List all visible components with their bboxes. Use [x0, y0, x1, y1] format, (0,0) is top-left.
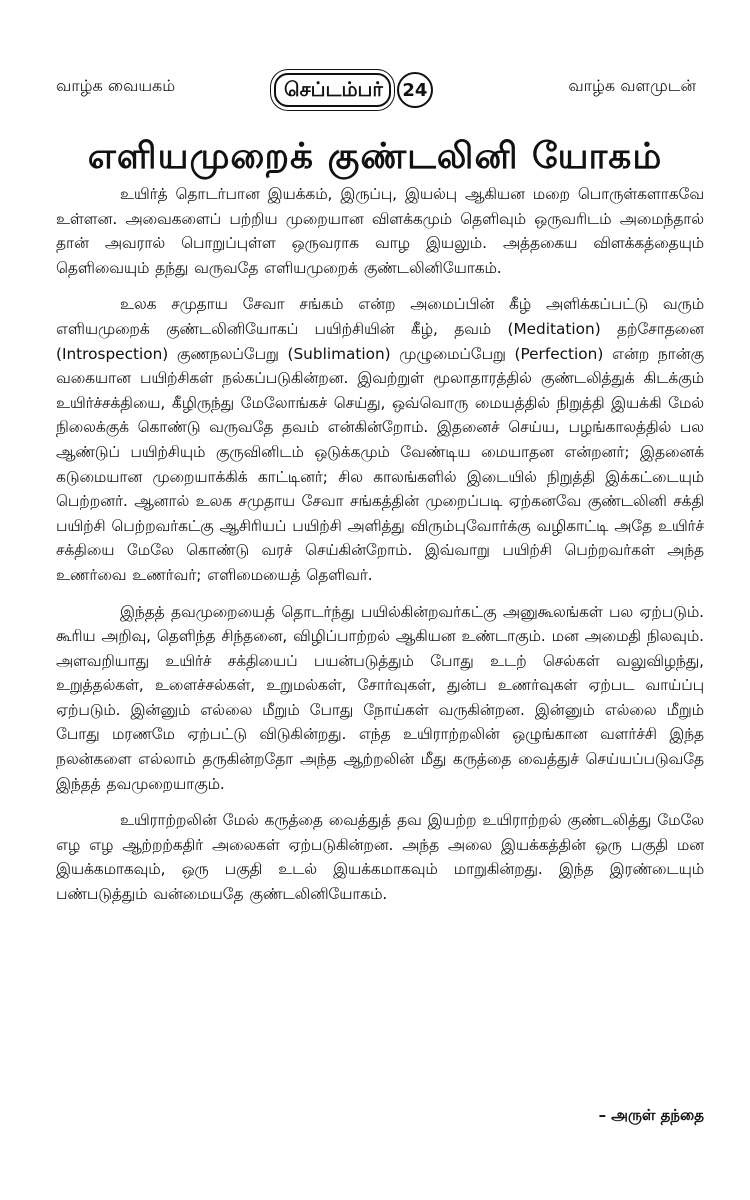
header-right-greeting: வாழ்க வளமுடன் [568, 76, 696, 95]
article-body [56, 182, 704, 919]
author-signature: – அருள் தந்தை [598, 1106, 704, 1124]
paragraph-4: உயிராற்றலின் மேல் கருத்தை வைத்துத் தவ இயற்ற உயிராற்றல் குண்டலித்து மேலே எழ எழ ஆற்றற்கதிர் அலைகள் ஏற்படுகின்றன. அந்த அலை இயக்கத்தின் ஒரு பகுதி மன இயக்கமாகவும், ஒரு பகுதி உடல் இயக்கமாகவும் மாறுகின்றது. இந்த இரண்டையும் பண்படுத்தும் வன்மையதே குண்டலினியோகம். [56, 811, 704, 904]
date-badge [274, 70, 470, 110]
paragraph-3: இந்தத் தவமுறையைத் தொடர்ந்து பயில்கின்றவர்கட்கு அனுகூலங்கள் பல ஏற்படும். கூரிய அறிவு, தெளிந்த சிந்தனை, விழிப்பாற்றல் ஆகியன உண்டாகும். மன அமைதி நிலவும். அளவறியாது உயிர்ச் சக்தியைப் பயன்படுத்தும் போது உடற் செல்கள் வலுவிழந்து, உறுத்தல்கள், உளைச்சல்கள், உறுமல்கள், சோர்வுகள், துன்ப உணர்வுகள் ஏற்பட வாய்ப்பு ஏற்படும். இன்னும் எல்லை மீறும் போது நோய்கள் வருகின்றன. இன்னும் எல்லை மீறும் போது மரணமே ஏற்பட்டு விடுகின்றது. எந்த உயிராற்றலின் ஒழுங்கான வளர்ச்சி இந்த நலன்களை எல்லாம் தருகின்றதோ அந்த ஆற்றலின் மீது கருத்தை வைத்துச் செய்யப்படுவதே இந்தத் தவமுறையாகும். [56, 602, 704, 793]
paragraph-2: உலக சமுதாய சேவா சங்கம் என்ற அமைப்பின் கீழ் அளிக்கப்பட்டு வரும் எளியமுறைக் குண்டலினியோகப் பயிற்சியின் கீழ், தவம் (Meditation) தற்சோதனை (Introspection) குணநலப்பேறு (Sublimation) முழுமைப்பேறு (Perfection) என்ற நான்கு வகையான பயிற்சிகள் நல்கப்படுகின்றன. இவற்றுள் மூலாதாரத்தில் குண்டலித்துக் கிடக்கும் உயிர்ச்சக்தியை, கீழிருந்து மேலோங்கச் செய்து, ஒவ்வொரு மையத்தில் நிறுத்தி இயக்கி மேல் நிலைக்குக் கொண்டு வருவதே தவம் என்கின்றோம். இதனைச் செய்ய, பழங்காலத்தில் பல ஆண்டுப் பயிற்சியும் குருவினிடம் ஒடுக்கமும் வேண்டிய மையாதன என்றனர்; இதனைக் கடுமையான முறையாக்கிக் காட்டினர்; சில காலங்களில் இடையில் நிறுத்தி இக்கட்டையும் பெற்றனர். ஆனால் உலக சமுதாய சேவா சங்கத்தின் முறைப்படி ஏற்கனவே குண்டலினி சக்தி பயிற்சி பெற்றவர்கட்கு ஆசிரியப் பயிற்சி அளித்து விரும்புவோர்க்கு வழிகாட்டி அதே உயிர்ச் சக்தியை மேலே கொண்டு வரச் செய்கின்றோம். இவ்வாறு பயிற்சி பெற்றவர்கள் அந்த உணர்வை உணர்வர்; எளிமையைத் தெளிவர். [56, 295, 704, 584]
day-number: 24 [397, 72, 433, 108]
header-left-greeting: வாழ்க வையகம் [56, 76, 176, 95]
article-title: எளியமுறைக் குண்டலினி யோகம் [87, 136, 663, 177]
month-label: செப்டம்பர் [274, 73, 391, 107]
page-header [56, 70, 696, 120]
paragraph-1: உயிர்த் தொடர்பான இயக்கம், இருப்பு, இயல்பு ஆகியன மறை பொருள்களாகவே உள்ளன. அவைகளைப் பற்றிய முறையான விளக்கமும் தெளிவும் ஒருவரிடம் அமைந்தால் தான் அவரால் பொறுப்புள்ள ஒருவராக வாழ இயலும். அத்தகைய விளக்கத்தையும் தெளிவையும் தந்து வருவதே எளியமுறைக் குண்டலினியோகம். [56, 185, 704, 277]
